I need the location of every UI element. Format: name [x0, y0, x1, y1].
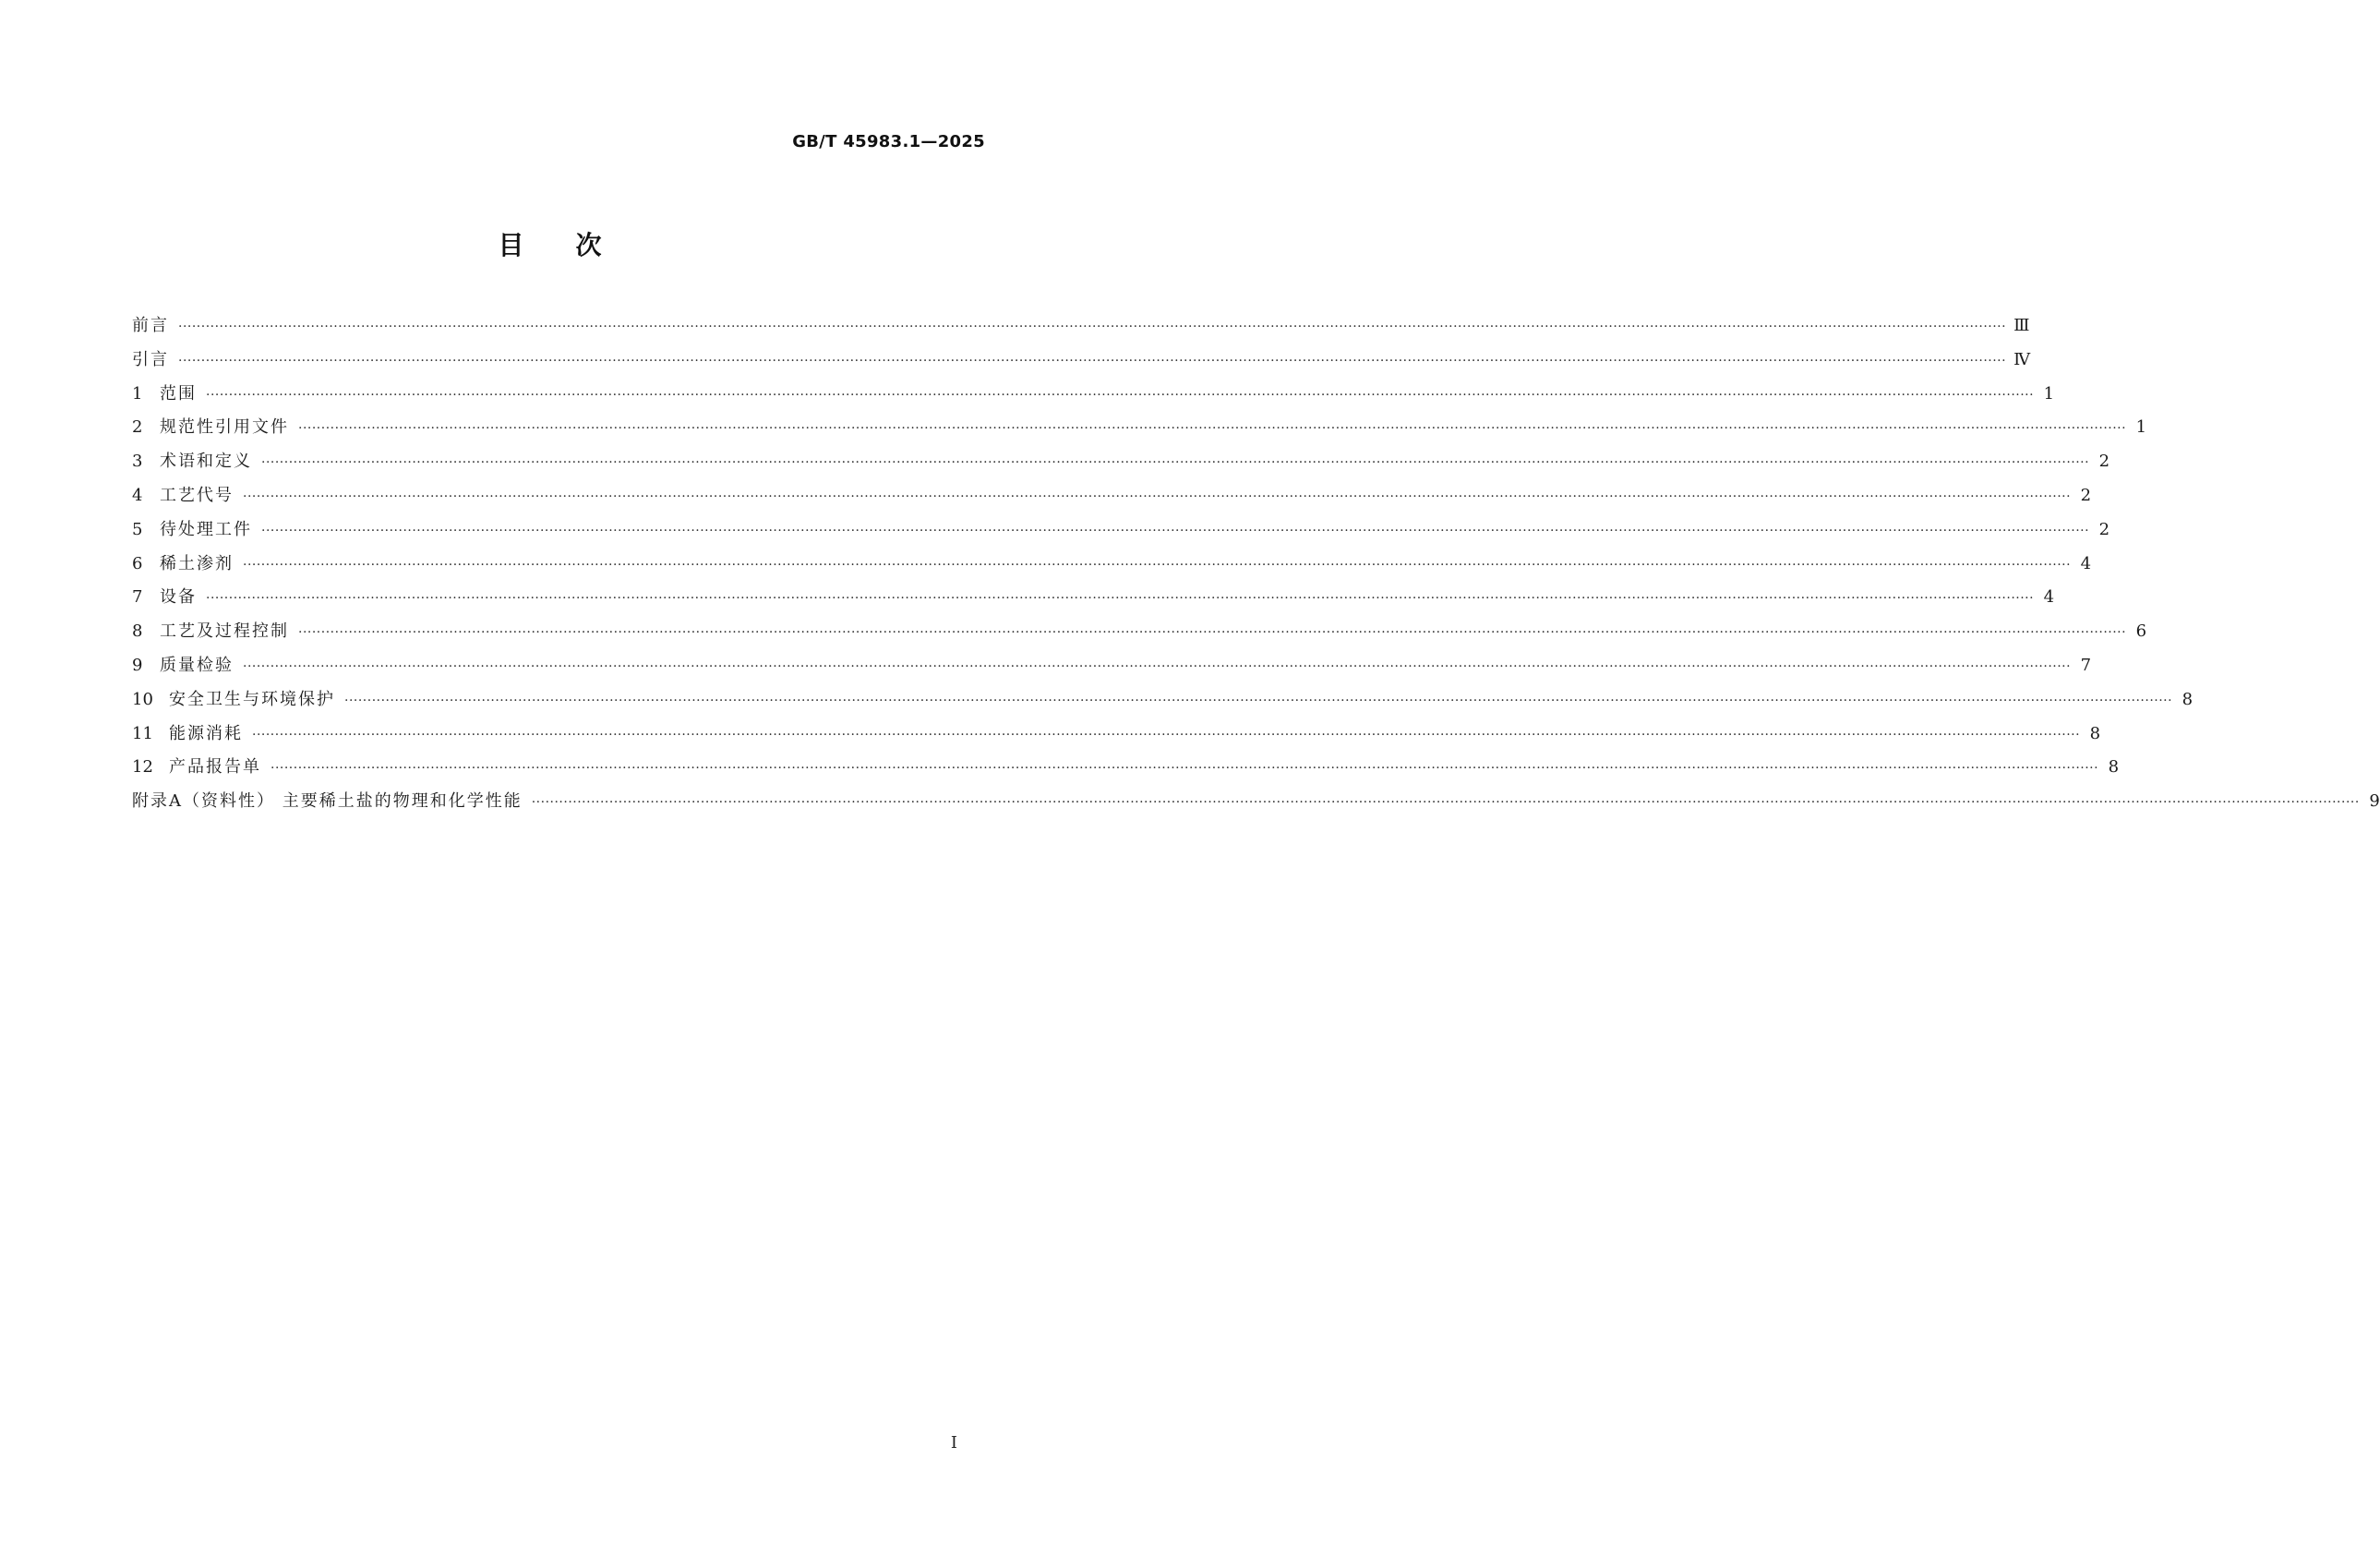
- toc-entry-label: 工艺及过程控制: [160, 621, 289, 642]
- toc-entry[interactable]: [132, 686, 2194, 720]
- toc-entry[interactable]: [132, 312, 2030, 346]
- toc-entry-number: 7: [132, 587, 143, 608]
- toc-entry[interactable]: [132, 550, 2092, 585]
- standard-code: GB/T 45983.1—2025: [792, 132, 985, 151]
- toc-entry[interactable]: [132, 584, 2055, 618]
- toc-entry-number: 4: [132, 485, 143, 505]
- toc-entry-number: 12: [132, 757, 153, 778]
- toc-dot-leader: ················································································································································································································································································································································································································: [178, 320, 2007, 334]
- toc-entry-page: 8: [2089, 723, 2101, 743]
- toc-entry-number: 5: [132, 519, 143, 539]
- toc-entry[interactable]: [132, 448, 2110, 482]
- toc-entry-label: 设备: [160, 587, 197, 608]
- toc-entry-page: 2: [2098, 452, 2110, 472]
- toc-entry-number: 2: [132, 417, 143, 438]
- toc-entry[interactable]: [132, 414, 2147, 448]
- toc-entry-page: 7: [2080, 655, 2092, 675]
- toc-entry-page: 2: [2080, 485, 2092, 505]
- toc-entry-label: 产品报告单: [169, 757, 261, 778]
- toc-dot-leader: ················································································································································································································································································································································································································: [243, 557, 2072, 573]
- toc-entry-label: 术语和定义: [160, 452, 252, 472]
- toc-entry[interactable]: [132, 618, 2147, 652]
- toc-entry-page: Ⅳ: [2013, 349, 2031, 369]
- toc-entry[interactable]: [132, 788, 2380, 822]
- toc-dot-leader: ················································································································································································································································································································································································································: [298, 625, 2127, 641]
- toc-dot-leader: ················································································································································································································································································································································································································: [206, 387, 2035, 403]
- toc-entry-page: 6: [2135, 621, 2147, 642]
- toc-entry-page: 1: [2135, 417, 2147, 438]
- toc-dot-leader: ················································································································································································································································································································································································································: [261, 455, 2090, 471]
- toc-dot-leader: ················································································································································································································································································································································································································: [252, 727, 2081, 742]
- toc-entry-label: 安全卫生与环境保护: [169, 689, 335, 709]
- toc-dot-leader: ················································································································································································································································································································································································································: [243, 658, 2072, 674]
- toc-entry[interactable]: [132, 380, 2055, 415]
- toc-entry-page: 2: [2098, 519, 2110, 539]
- toc-entry-number: 9: [132, 655, 143, 675]
- toc-entry-page: 1: [2043, 383, 2055, 404]
- toc-entry-number: 11: [132, 723, 153, 743]
- toc-entry-label: 能源消耗: [169, 723, 243, 743]
- footer-page-number: I: [950, 1433, 957, 1453]
- toc-entry-page: 9: [2369, 791, 2380, 812]
- toc-entry-label: 质量检验: [160, 655, 234, 675]
- toc-entry[interactable]: [132, 652, 2092, 686]
- toc-entry-number: 10: [132, 689, 153, 709]
- toc-dot-leader: ················································································································································································································································································································································································································: [206, 591, 2035, 607]
- toc-entry-page: Ⅲ: [2013, 316, 2030, 335]
- toc-entry-label: 待处理工件: [160, 519, 252, 539]
- table-of-contents: [132, 312, 2380, 822]
- toc-entry[interactable]: [132, 720, 2101, 754]
- toc-dot-leader: ················································································································································································································································································································································································································: [270, 761, 2099, 777]
- toc-dot-leader: ················································································································································································································································································································································································································: [298, 421, 2127, 437]
- toc-entry-label: 引言: [132, 349, 169, 369]
- toc-dot-leader: ················································································································································································································································································································································································································: [531, 795, 2360, 811]
- toc-entry-page: 8: [2108, 757, 2120, 778]
- toc-entry-page: 4: [2080, 553, 2092, 573]
- toc-entry[interactable]: [132, 482, 2092, 516]
- toc-entry-page: 8: [2182, 689, 2194, 709]
- toc-entry[interactable]: [132, 516, 2110, 550]
- toc-dot-leader: ················································································································································································································································································································································································································: [243, 489, 2072, 504]
- toc-entry-label: 工艺代号: [160, 485, 234, 505]
- page-title: 目次: [498, 230, 654, 260]
- toc-dot-leader: ················································································································································································································································································································································································································: [344, 693, 2173, 708]
- toc-entry-number: 3: [132, 452, 143, 472]
- toc-entry-label: 范围: [160, 383, 197, 404]
- toc-entry[interactable]: [132, 346, 2031, 380]
- toc-entry-page: 4: [2043, 587, 2055, 608]
- toc-entry[interactable]: [132, 754, 2120, 788]
- toc-entry-number: 6: [132, 553, 143, 573]
- toc-entry-label: 规范性引用文件: [160, 417, 289, 438]
- toc-entry-label: 前言: [132, 316, 169, 335]
- toc-entry-label: 附录A（资料性） 主要稀土盐的物理和化学性能: [132, 791, 523, 812]
- toc-entry-number: 8: [132, 621, 143, 642]
- toc-entry-number: 1: [132, 383, 143, 404]
- toc-dot-leader: ················································································································································································································································································································································································································: [178, 353, 2007, 368]
- toc-dot-leader: ················································································································································································································································································································································································································: [261, 523, 2090, 538]
- toc-entry-label: 稀土渗剂: [160, 553, 234, 573]
